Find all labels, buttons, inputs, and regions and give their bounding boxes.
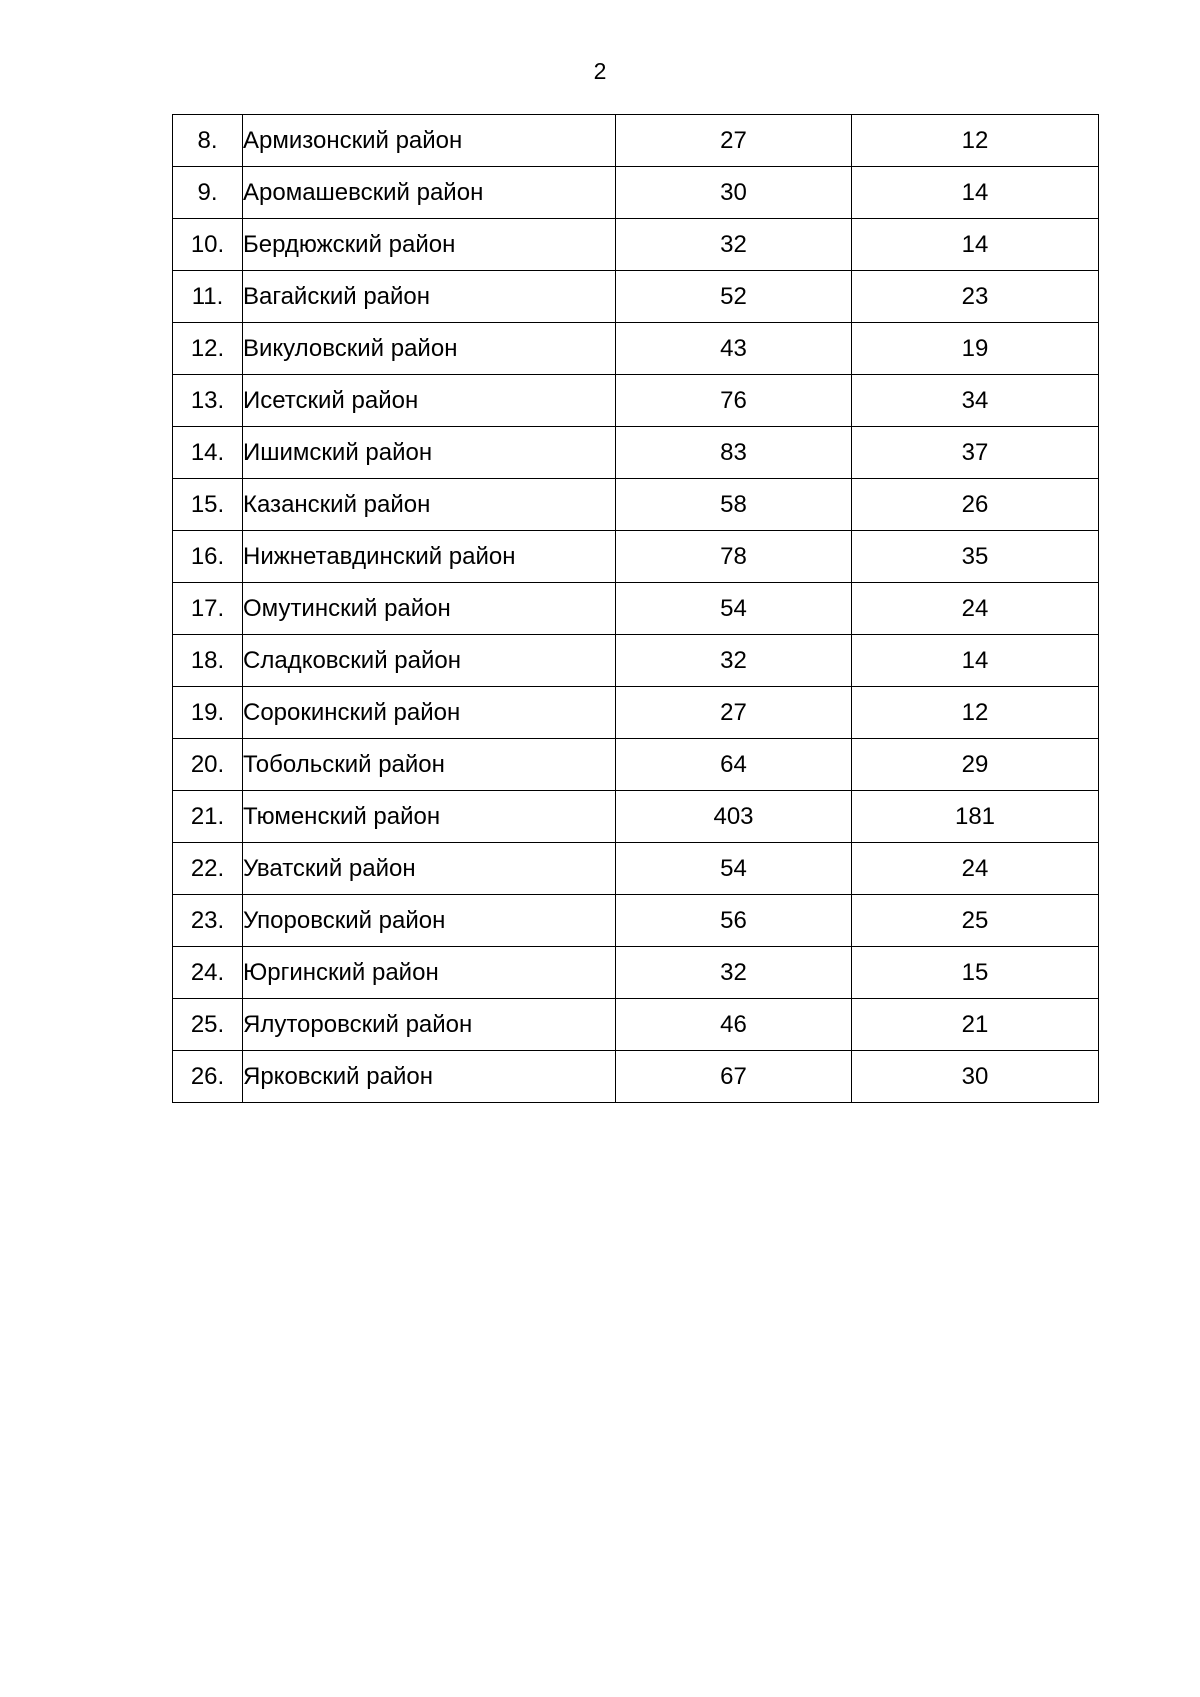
district-table xyxy=(172,114,1099,1103)
district-name-cell: Ярковский район xyxy=(243,1051,616,1103)
value-2-cell: 25 xyxy=(852,895,1099,947)
value-1-cell: 46 xyxy=(616,999,852,1051)
table-row xyxy=(173,271,1099,323)
row-number-cell: 15. xyxy=(173,479,243,531)
row-number-cell: 21. xyxy=(173,791,243,843)
district-name-cell: Сладковский район xyxy=(243,635,616,687)
district-name-cell: Викуловский район xyxy=(243,323,616,375)
district-name-cell: Омутинский район xyxy=(243,583,616,635)
table-row xyxy=(173,947,1099,999)
row-number-cell: 9. xyxy=(173,167,243,219)
row-number-cell: 11. xyxy=(173,271,243,323)
table-row xyxy=(173,479,1099,531)
district-name-cell: Ишимский район xyxy=(243,427,616,479)
value-1-cell: 83 xyxy=(616,427,852,479)
table-row xyxy=(173,791,1099,843)
district-name-cell: Нижнетавдинский район xyxy=(243,531,616,583)
value-1-cell: 43 xyxy=(616,323,852,375)
row-number-cell: 13. xyxy=(173,375,243,427)
table-row xyxy=(173,895,1099,947)
value-1-cell: 32 xyxy=(616,635,852,687)
district-name-cell: Аромашевский район xyxy=(243,167,616,219)
table-row xyxy=(173,583,1099,635)
value-2-cell: 21 xyxy=(852,999,1099,1051)
district-name-cell: Ялуторовский район xyxy=(243,999,616,1051)
value-1-cell: 56 xyxy=(616,895,852,947)
table-row xyxy=(173,999,1099,1051)
row-number-cell: 22. xyxy=(173,843,243,895)
row-number-cell: 10. xyxy=(173,219,243,271)
district-name-cell: Армизонский район xyxy=(243,115,616,167)
value-2-cell: 26 xyxy=(852,479,1099,531)
value-1-cell: 58 xyxy=(616,479,852,531)
value-1-cell: 67 xyxy=(616,1051,852,1103)
row-number-cell: 18. xyxy=(173,635,243,687)
table-row xyxy=(173,323,1099,375)
table-row xyxy=(173,427,1099,479)
district-name-cell: Казанский район xyxy=(243,479,616,531)
value-2-cell: 12 xyxy=(852,687,1099,739)
value-1-cell: 76 xyxy=(616,375,852,427)
row-number-cell: 20. xyxy=(173,739,243,791)
table-row xyxy=(173,219,1099,271)
row-number-cell: 23. xyxy=(173,895,243,947)
district-name-cell: Сорокинский район xyxy=(243,687,616,739)
table-row xyxy=(173,531,1099,583)
district-name-cell: Бердюжский район xyxy=(243,219,616,271)
row-number-cell: 8. xyxy=(173,115,243,167)
value-1-cell: 30 xyxy=(616,167,852,219)
row-number-cell: 26. xyxy=(173,1051,243,1103)
value-1-cell: 78 xyxy=(616,531,852,583)
value-2-cell: 19 xyxy=(852,323,1099,375)
table-row xyxy=(173,375,1099,427)
value-2-cell: 34 xyxy=(852,375,1099,427)
value-1-cell: 27 xyxy=(616,115,852,167)
value-1-cell: 32 xyxy=(616,219,852,271)
value-1-cell: 54 xyxy=(616,843,852,895)
value-1-cell: 52 xyxy=(616,271,852,323)
table-body xyxy=(173,115,1099,1103)
table-row xyxy=(173,1051,1099,1103)
table-row xyxy=(173,687,1099,739)
district-name-cell: Юргинский район xyxy=(243,947,616,999)
value-2-cell: 29 xyxy=(852,739,1099,791)
value-2-cell: 12 xyxy=(852,115,1099,167)
district-name-cell: Исетский район xyxy=(243,375,616,427)
district-name-cell: Упоровский район xyxy=(243,895,616,947)
value-1-cell: 27 xyxy=(616,687,852,739)
table-row xyxy=(173,843,1099,895)
value-2-cell: 15 xyxy=(852,947,1099,999)
row-number-cell: 19. xyxy=(173,687,243,739)
value-1-cell: 403 xyxy=(616,791,852,843)
value-2-cell: 181 xyxy=(852,791,1099,843)
row-number-cell: 12. xyxy=(173,323,243,375)
row-number-cell: 25. xyxy=(173,999,243,1051)
table-row xyxy=(173,739,1099,791)
value-2-cell: 14 xyxy=(852,635,1099,687)
district-name-cell: Тюменский район xyxy=(243,791,616,843)
district-name-cell: Вагайский район xyxy=(243,271,616,323)
district-name-cell: Тобольский район xyxy=(243,739,616,791)
row-number-cell: 14. xyxy=(173,427,243,479)
table-row xyxy=(173,635,1099,687)
value-1-cell: 32 xyxy=(616,947,852,999)
value-1-cell: 64 xyxy=(616,739,852,791)
value-1-cell: 54 xyxy=(616,583,852,635)
table-row xyxy=(173,115,1099,167)
row-number-cell: 16. xyxy=(173,531,243,583)
table-row xyxy=(173,167,1099,219)
value-2-cell: 23 xyxy=(852,271,1099,323)
value-2-cell: 24 xyxy=(852,583,1099,635)
row-number-cell: 17. xyxy=(173,583,243,635)
value-2-cell: 14 xyxy=(852,219,1099,271)
page-number: 2 xyxy=(593,58,607,84)
value-2-cell: 35 xyxy=(852,531,1099,583)
row-number-cell: 24. xyxy=(173,947,243,999)
value-2-cell: 24 xyxy=(852,843,1099,895)
value-2-cell: 37 xyxy=(852,427,1099,479)
district-name-cell: Уватский район xyxy=(243,843,616,895)
value-2-cell: 30 xyxy=(852,1051,1099,1103)
value-2-cell: 14 xyxy=(852,167,1099,219)
